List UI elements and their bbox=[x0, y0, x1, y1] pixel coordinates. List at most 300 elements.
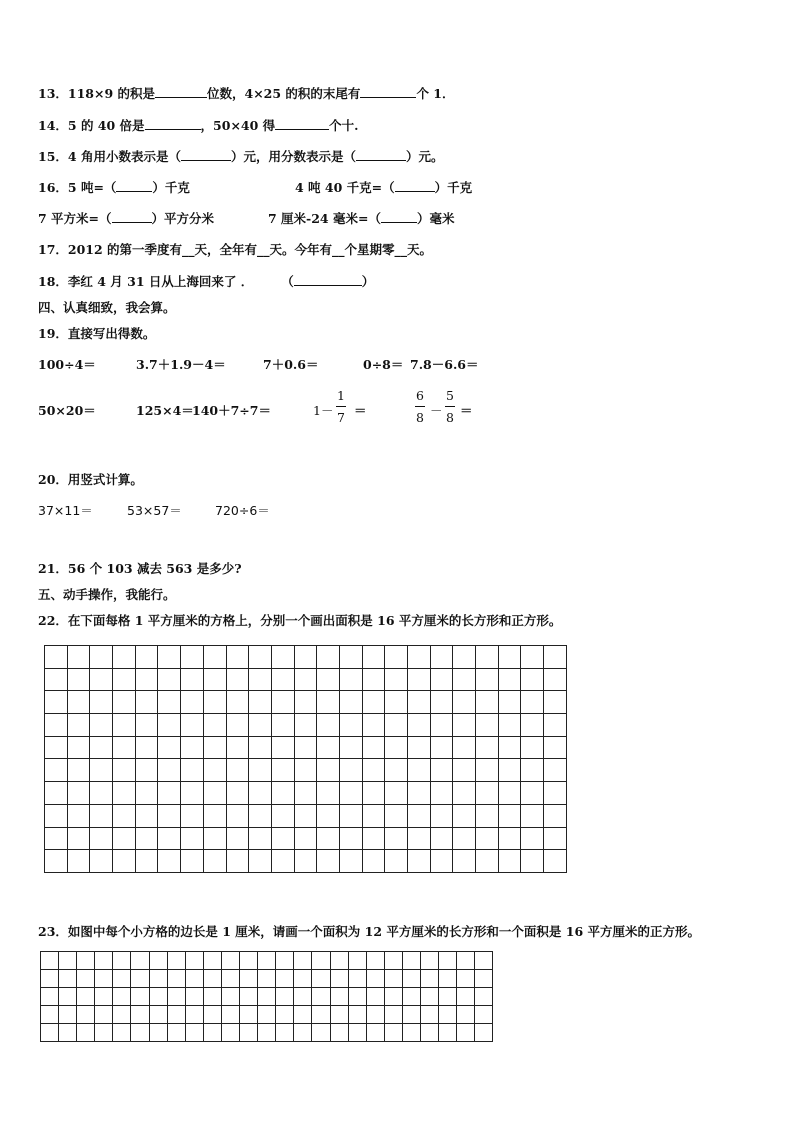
grid-cell[interactable] bbox=[498, 850, 521, 873]
grid-cell[interactable] bbox=[185, 988, 203, 1006]
grid-cell[interactable] bbox=[385, 850, 408, 873]
grid-cell[interactable] bbox=[362, 759, 385, 782]
grid-cell[interactable] bbox=[276, 1006, 294, 1024]
grid-cell[interactable] bbox=[185, 970, 203, 988]
grid-cell[interactable] bbox=[498, 759, 521, 782]
grid-cell[interactable] bbox=[158, 714, 181, 737]
grid-cell[interactable] bbox=[95, 1024, 113, 1042]
grid-cell[interactable] bbox=[167, 1006, 185, 1024]
grid-cell[interactable] bbox=[90, 850, 113, 873]
grid-cell[interactable] bbox=[240, 1006, 258, 1024]
grid-cell[interactable] bbox=[439, 1024, 457, 1042]
grid-cell[interactable] bbox=[420, 1024, 438, 1042]
grid-cell[interactable] bbox=[271, 646, 294, 669]
answer-blank[interactable] bbox=[356, 149, 406, 161]
grid-cell[interactable] bbox=[475, 1006, 493, 1024]
grid-cell[interactable] bbox=[453, 646, 476, 669]
grid-cell[interactable] bbox=[362, 668, 385, 691]
grid-cell[interactable] bbox=[317, 646, 340, 669]
grid-cell[interactable] bbox=[158, 668, 181, 691]
answer-blank[interactable] bbox=[155, 86, 207, 98]
grid-cell[interactable] bbox=[271, 804, 294, 827]
grid-cell[interactable] bbox=[226, 646, 249, 669]
grid-cell[interactable] bbox=[348, 1024, 366, 1042]
grid-cell[interactable] bbox=[185, 1024, 203, 1042]
grid-cell[interactable] bbox=[384, 1024, 402, 1042]
grid-cell[interactable] bbox=[90, 736, 113, 759]
grid-cell[interactable] bbox=[420, 1006, 438, 1024]
grid-cell[interactable] bbox=[158, 691, 181, 714]
answer-blank[interactable] bbox=[112, 211, 152, 223]
grid-cell[interactable] bbox=[544, 804, 567, 827]
grid-cell[interactable] bbox=[402, 1006, 420, 1024]
grid-cell[interactable] bbox=[59, 970, 77, 988]
grid-cell[interactable] bbox=[67, 714, 90, 737]
grid-cell[interactable] bbox=[249, 714, 272, 737]
grid-cell[interactable] bbox=[430, 804, 453, 827]
grid-cell[interactable] bbox=[476, 736, 499, 759]
grid-cell[interactable] bbox=[385, 646, 408, 669]
grid-cell[interactable] bbox=[203, 1024, 221, 1042]
grid-cell[interactable] bbox=[420, 970, 438, 988]
grid-cell[interactable] bbox=[439, 988, 457, 1006]
grid-cell[interactable] bbox=[226, 668, 249, 691]
grid-cell[interactable] bbox=[348, 952, 366, 970]
grid-cell[interactable] bbox=[59, 1006, 77, 1024]
grid-cell[interactable] bbox=[41, 988, 59, 1006]
grid-cell[interactable] bbox=[366, 1024, 384, 1042]
grid-cell[interactable] bbox=[330, 1024, 348, 1042]
grid-cell[interactable] bbox=[77, 1024, 95, 1042]
grid-cell[interactable] bbox=[317, 714, 340, 737]
grid-cell[interactable] bbox=[203, 952, 221, 970]
grid-cell[interactable] bbox=[544, 691, 567, 714]
grid-cell[interactable] bbox=[158, 850, 181, 873]
grid-cell[interactable] bbox=[67, 782, 90, 805]
grid-cell[interactable] bbox=[385, 736, 408, 759]
grid-cell[interactable] bbox=[366, 1006, 384, 1024]
grid-cell[interactable] bbox=[476, 827, 499, 850]
grid-cell[interactable] bbox=[271, 782, 294, 805]
grid-cell[interactable] bbox=[90, 668, 113, 691]
grid-cell[interactable] bbox=[385, 782, 408, 805]
grid-cell[interactable] bbox=[249, 804, 272, 827]
grid-cell[interactable] bbox=[90, 827, 113, 850]
grid-cell[interactable] bbox=[226, 736, 249, 759]
grid-cell[interactable] bbox=[430, 850, 453, 873]
grid-cell[interactable] bbox=[317, 850, 340, 873]
grid-cell[interactable] bbox=[67, 668, 90, 691]
grid-cell[interactable] bbox=[408, 646, 431, 669]
grid-cell[interactable] bbox=[77, 970, 95, 988]
grid-cell[interactable] bbox=[181, 827, 204, 850]
grid-cell[interactable] bbox=[430, 691, 453, 714]
grid-cell[interactable] bbox=[294, 736, 317, 759]
grid-cell[interactable] bbox=[544, 827, 567, 850]
grid-cell[interactable] bbox=[317, 827, 340, 850]
grid-cell[interactable] bbox=[90, 782, 113, 805]
grid-cell[interactable] bbox=[521, 827, 544, 850]
grid-cell[interactable] bbox=[113, 970, 131, 988]
grid-cell[interactable] bbox=[181, 691, 204, 714]
grid-cell[interactable] bbox=[521, 668, 544, 691]
grid-cell[interactable] bbox=[221, 952, 239, 970]
grid-cell[interactable] bbox=[457, 1006, 475, 1024]
grid-cell[interactable] bbox=[149, 952, 167, 970]
grid-cell[interactable] bbox=[430, 714, 453, 737]
grid-cell[interactable] bbox=[521, 782, 544, 805]
grid-cell[interactable] bbox=[135, 714, 158, 737]
grid-cell[interactable] bbox=[45, 804, 68, 827]
grid-cell[interactable] bbox=[135, 804, 158, 827]
grid-cell[interactable] bbox=[498, 714, 521, 737]
grid-cell[interactable] bbox=[453, 691, 476, 714]
grid-cell[interactable] bbox=[408, 668, 431, 691]
grid-cell[interactable] bbox=[181, 646, 204, 669]
grid-cell[interactable] bbox=[226, 804, 249, 827]
grid-cell[interactable] bbox=[457, 1024, 475, 1042]
answer-blank[interactable] bbox=[145, 118, 201, 130]
grid-cell[interactable] bbox=[90, 804, 113, 827]
grid-cell[interactable] bbox=[312, 1024, 330, 1042]
grid-cell[interactable] bbox=[362, 827, 385, 850]
grid-cell[interactable] bbox=[294, 646, 317, 669]
grid-cell[interactable] bbox=[203, 691, 226, 714]
grid-cell[interactable] bbox=[67, 759, 90, 782]
grid-cell[interactable] bbox=[339, 668, 362, 691]
grid-cell[interactable] bbox=[317, 759, 340, 782]
grid-cell[interactable] bbox=[113, 691, 136, 714]
grid-cell[interactable] bbox=[226, 714, 249, 737]
grid-cell[interactable] bbox=[408, 714, 431, 737]
grid-cell[interactable] bbox=[430, 827, 453, 850]
grid-cell[interactable] bbox=[362, 691, 385, 714]
grid-cell[interactable] bbox=[330, 1006, 348, 1024]
grid-cell[interactable] bbox=[408, 827, 431, 850]
grid-cell[interactable] bbox=[475, 988, 493, 1006]
grid-cell[interactable] bbox=[312, 970, 330, 988]
grid-cell[interactable] bbox=[457, 952, 475, 970]
answer-blank[interactable] bbox=[360, 86, 416, 98]
grid-cell[interactable] bbox=[544, 714, 567, 737]
grid-cell[interactable] bbox=[258, 952, 276, 970]
grid-cell[interactable] bbox=[95, 988, 113, 1006]
grid-cell[interactable] bbox=[408, 691, 431, 714]
grid-cell[interactable] bbox=[45, 759, 68, 782]
grid-cell[interactable] bbox=[317, 736, 340, 759]
grid-cell[interactable] bbox=[476, 759, 499, 782]
answer-blank[interactable] bbox=[116, 180, 152, 192]
grid-cell[interactable] bbox=[249, 782, 272, 805]
grid-cell[interactable] bbox=[498, 736, 521, 759]
grid-cell[interactable] bbox=[221, 970, 239, 988]
grid-cell[interactable] bbox=[317, 691, 340, 714]
grid-cell[interactable] bbox=[271, 668, 294, 691]
grid-cell[interactable] bbox=[385, 827, 408, 850]
grid-cell[interactable] bbox=[158, 782, 181, 805]
grid-cell[interactable] bbox=[312, 952, 330, 970]
grid-cell[interactable] bbox=[402, 970, 420, 988]
grid-cell[interactable] bbox=[498, 782, 521, 805]
grid-cell[interactable] bbox=[476, 691, 499, 714]
grid-cell[interactable] bbox=[453, 714, 476, 737]
grid-cell[interactable] bbox=[131, 1024, 149, 1042]
grid-cell[interactable] bbox=[366, 970, 384, 988]
grid-cell[interactable] bbox=[149, 1024, 167, 1042]
grid-cell[interactable] bbox=[453, 782, 476, 805]
grid-cell[interactable] bbox=[158, 804, 181, 827]
grid-cell[interactable] bbox=[59, 988, 77, 1006]
grid-cell[interactable] bbox=[430, 736, 453, 759]
grid-cell[interactable] bbox=[149, 970, 167, 988]
grid-cell[interactable] bbox=[430, 759, 453, 782]
grid-cell[interactable] bbox=[366, 952, 384, 970]
grid-cell[interactable] bbox=[498, 691, 521, 714]
grid-cell[interactable] bbox=[294, 1024, 312, 1042]
grid-cell[interactable] bbox=[131, 952, 149, 970]
grid-cell[interactable] bbox=[430, 646, 453, 669]
grid-cell[interactable] bbox=[317, 668, 340, 691]
grid-cell[interactable] bbox=[312, 1006, 330, 1024]
grid-cell[interactable] bbox=[276, 988, 294, 1006]
grid-cell[interactable] bbox=[45, 646, 68, 669]
grid-cell[interactable] bbox=[113, 714, 136, 737]
grid-cell[interactable] bbox=[362, 714, 385, 737]
grid-cell[interactable] bbox=[339, 782, 362, 805]
grid-cell[interactable] bbox=[258, 1006, 276, 1024]
grid-cell[interactable] bbox=[384, 970, 402, 988]
grid-cell[interactable] bbox=[113, 759, 136, 782]
grid-cell[interactable] bbox=[294, 850, 317, 873]
grid-cell[interactable] bbox=[385, 668, 408, 691]
grid-cell[interactable] bbox=[90, 759, 113, 782]
grid-cell[interactable] bbox=[249, 759, 272, 782]
grid-cell[interactable] bbox=[113, 646, 136, 669]
grid-cell[interactable] bbox=[203, 782, 226, 805]
grid-cell[interactable] bbox=[203, 988, 221, 1006]
grid-cell[interactable] bbox=[271, 714, 294, 737]
grid-cell[interactable] bbox=[203, 1006, 221, 1024]
grid-cell[interactable] bbox=[475, 1024, 493, 1042]
grid-cell[interactable] bbox=[271, 736, 294, 759]
grid-cell[interactable] bbox=[408, 782, 431, 805]
grid-cell[interactable] bbox=[476, 850, 499, 873]
grid-cell[interactable] bbox=[294, 782, 317, 805]
grid-cell[interactable] bbox=[453, 736, 476, 759]
grid-cell[interactable] bbox=[149, 988, 167, 1006]
grid-cell[interactable] bbox=[41, 1006, 59, 1024]
grid-cell[interactable] bbox=[158, 759, 181, 782]
grid-cell[interactable] bbox=[158, 646, 181, 669]
grid-cell[interactable] bbox=[476, 646, 499, 669]
grid-cell[interactable] bbox=[77, 952, 95, 970]
grid-cell[interactable] bbox=[294, 804, 317, 827]
grid-cell[interactable] bbox=[271, 759, 294, 782]
grid-cell[interactable] bbox=[457, 988, 475, 1006]
grid-cell[interactable] bbox=[430, 668, 453, 691]
grid-cell[interactable] bbox=[339, 827, 362, 850]
grid-cell[interactable] bbox=[475, 970, 493, 988]
grid-cell[interactable] bbox=[113, 804, 136, 827]
grid-cell[interactable] bbox=[271, 827, 294, 850]
grid-cell[interactable] bbox=[294, 988, 312, 1006]
grid-cell[interactable] bbox=[203, 804, 226, 827]
grid-cell[interactable] bbox=[384, 952, 402, 970]
grid-cell[interactable] bbox=[498, 668, 521, 691]
square-grid-23[interactable] bbox=[40, 951, 493, 1042]
grid-cell[interactable] bbox=[158, 736, 181, 759]
grid-cell[interactable] bbox=[45, 827, 68, 850]
grid-cell[interactable] bbox=[339, 691, 362, 714]
grid-cell[interactable] bbox=[226, 850, 249, 873]
grid-cell[interactable] bbox=[521, 850, 544, 873]
grid-cell[interactable] bbox=[294, 952, 312, 970]
grid-cell[interactable] bbox=[476, 668, 499, 691]
grid-cell[interactable] bbox=[203, 827, 226, 850]
grid-cell[interactable] bbox=[181, 850, 204, 873]
square-grid-22[interactable] bbox=[44, 645, 567, 873]
grid-cell[interactable] bbox=[181, 714, 204, 737]
grid-cell[interactable] bbox=[185, 1006, 203, 1024]
grid-cell[interactable] bbox=[457, 970, 475, 988]
grid-cell[interactable] bbox=[362, 804, 385, 827]
grid-cell[interactable] bbox=[453, 759, 476, 782]
grid-cell[interactable] bbox=[544, 759, 567, 782]
grid-cell[interactable] bbox=[294, 714, 317, 737]
grid-cell[interactable] bbox=[131, 988, 149, 1006]
grid-cell[interactable] bbox=[149, 1006, 167, 1024]
grid-cell[interactable] bbox=[67, 646, 90, 669]
grid-cell[interactable] bbox=[271, 850, 294, 873]
grid-cell[interactable] bbox=[258, 1024, 276, 1042]
grid-cell[interactable] bbox=[90, 646, 113, 669]
grid-cell[interactable] bbox=[294, 970, 312, 988]
grid-cell[interactable] bbox=[498, 804, 521, 827]
grid-cell[interactable] bbox=[45, 691, 68, 714]
grid-cell[interactable] bbox=[544, 850, 567, 873]
grid-cell[interactable] bbox=[385, 759, 408, 782]
grid-cell[interactable] bbox=[362, 850, 385, 873]
grid-cell[interactable] bbox=[95, 1006, 113, 1024]
grid-cell[interactable] bbox=[544, 736, 567, 759]
grid-cell[interactable] bbox=[167, 952, 185, 970]
grid-cell[interactable] bbox=[181, 782, 204, 805]
answer-blank[interactable] bbox=[181, 149, 231, 161]
grid-cell[interactable] bbox=[317, 782, 340, 805]
grid-cell[interactable] bbox=[113, 952, 131, 970]
grid-cell[interactable] bbox=[41, 1024, 59, 1042]
grid-cell[interactable] bbox=[135, 782, 158, 805]
grid-cell[interactable] bbox=[181, 804, 204, 827]
grid-cell[interactable] bbox=[544, 668, 567, 691]
grid-cell[interactable] bbox=[385, 714, 408, 737]
grid-cell[interactable] bbox=[135, 850, 158, 873]
grid-cell[interactable] bbox=[226, 691, 249, 714]
grid-cell[interactable] bbox=[41, 970, 59, 988]
grid-cell[interactable] bbox=[317, 804, 340, 827]
answer-blank[interactable] bbox=[275, 118, 329, 130]
grid-cell[interactable] bbox=[95, 970, 113, 988]
grid-cell[interactable] bbox=[294, 1006, 312, 1024]
grid-cell[interactable] bbox=[330, 970, 348, 988]
grid-cell[interactable] bbox=[453, 668, 476, 691]
answer-blank[interactable] bbox=[294, 274, 362, 286]
grid-cell[interactable] bbox=[408, 759, 431, 782]
grid-cell[interactable] bbox=[249, 850, 272, 873]
grid-cell[interactable] bbox=[181, 759, 204, 782]
grid-cell[interactable] bbox=[276, 1024, 294, 1042]
grid-cell[interactable] bbox=[271, 691, 294, 714]
grid-cell[interactable] bbox=[135, 646, 158, 669]
grid-cell[interactable] bbox=[221, 1024, 239, 1042]
grid-cell[interactable] bbox=[294, 668, 317, 691]
grid-cell[interactable] bbox=[402, 952, 420, 970]
grid-cell[interactable] bbox=[362, 782, 385, 805]
grid-cell[interactable] bbox=[276, 952, 294, 970]
grid-cell[interactable] bbox=[113, 1006, 131, 1024]
grid-cell[interactable] bbox=[131, 970, 149, 988]
grid-cell[interactable] bbox=[249, 691, 272, 714]
grid-cell[interactable] bbox=[226, 827, 249, 850]
grid-cell[interactable] bbox=[408, 850, 431, 873]
grid-cell[interactable] bbox=[249, 736, 272, 759]
grid-cell[interactable] bbox=[402, 1024, 420, 1042]
grid-cell[interactable] bbox=[385, 691, 408, 714]
grid-cell[interactable] bbox=[67, 850, 90, 873]
grid-cell[interactable] bbox=[276, 970, 294, 988]
grid-cell[interactable] bbox=[384, 1006, 402, 1024]
grid-cell[interactable] bbox=[113, 668, 136, 691]
grid-cell[interactable] bbox=[439, 952, 457, 970]
grid-cell[interactable] bbox=[544, 782, 567, 805]
answer-blank[interactable] bbox=[395, 180, 435, 192]
grid-cell[interactable] bbox=[181, 668, 204, 691]
grid-cell[interactable] bbox=[185, 952, 203, 970]
grid-cell[interactable] bbox=[113, 988, 131, 1006]
grid-cell[interactable] bbox=[67, 827, 90, 850]
grid-cell[interactable] bbox=[203, 714, 226, 737]
grid-cell[interactable] bbox=[203, 970, 221, 988]
grid-cell[interactable] bbox=[420, 952, 438, 970]
grid-cell[interactable] bbox=[240, 952, 258, 970]
grid-cell[interactable] bbox=[45, 850, 68, 873]
grid-cell[interactable] bbox=[67, 804, 90, 827]
grid-cell[interactable] bbox=[113, 827, 136, 850]
grid-cell[interactable] bbox=[348, 970, 366, 988]
grid-cell[interactable] bbox=[59, 1024, 77, 1042]
grid-cell[interactable] bbox=[476, 714, 499, 737]
grid-cell[interactable] bbox=[258, 988, 276, 1006]
grid-cell[interactable] bbox=[45, 714, 68, 737]
grid-cell[interactable] bbox=[339, 850, 362, 873]
grid-cell[interactable] bbox=[135, 736, 158, 759]
grid-cell[interactable] bbox=[59, 952, 77, 970]
grid-cell[interactable] bbox=[249, 668, 272, 691]
grid-cell[interactable] bbox=[408, 736, 431, 759]
grid-cell[interactable] bbox=[408, 804, 431, 827]
grid-cell[interactable] bbox=[77, 1006, 95, 1024]
grid-cell[interactable] bbox=[475, 952, 493, 970]
grid-cell[interactable] bbox=[294, 827, 317, 850]
grid-cell[interactable] bbox=[385, 804, 408, 827]
answer-blank[interactable] bbox=[381, 211, 417, 223]
grid-cell[interactable] bbox=[339, 759, 362, 782]
grid-cell[interactable] bbox=[430, 782, 453, 805]
grid-cell[interactable] bbox=[221, 988, 239, 1006]
grid-cell[interactable] bbox=[135, 827, 158, 850]
grid-cell[interactable] bbox=[498, 646, 521, 669]
grid-cell[interactable] bbox=[67, 736, 90, 759]
